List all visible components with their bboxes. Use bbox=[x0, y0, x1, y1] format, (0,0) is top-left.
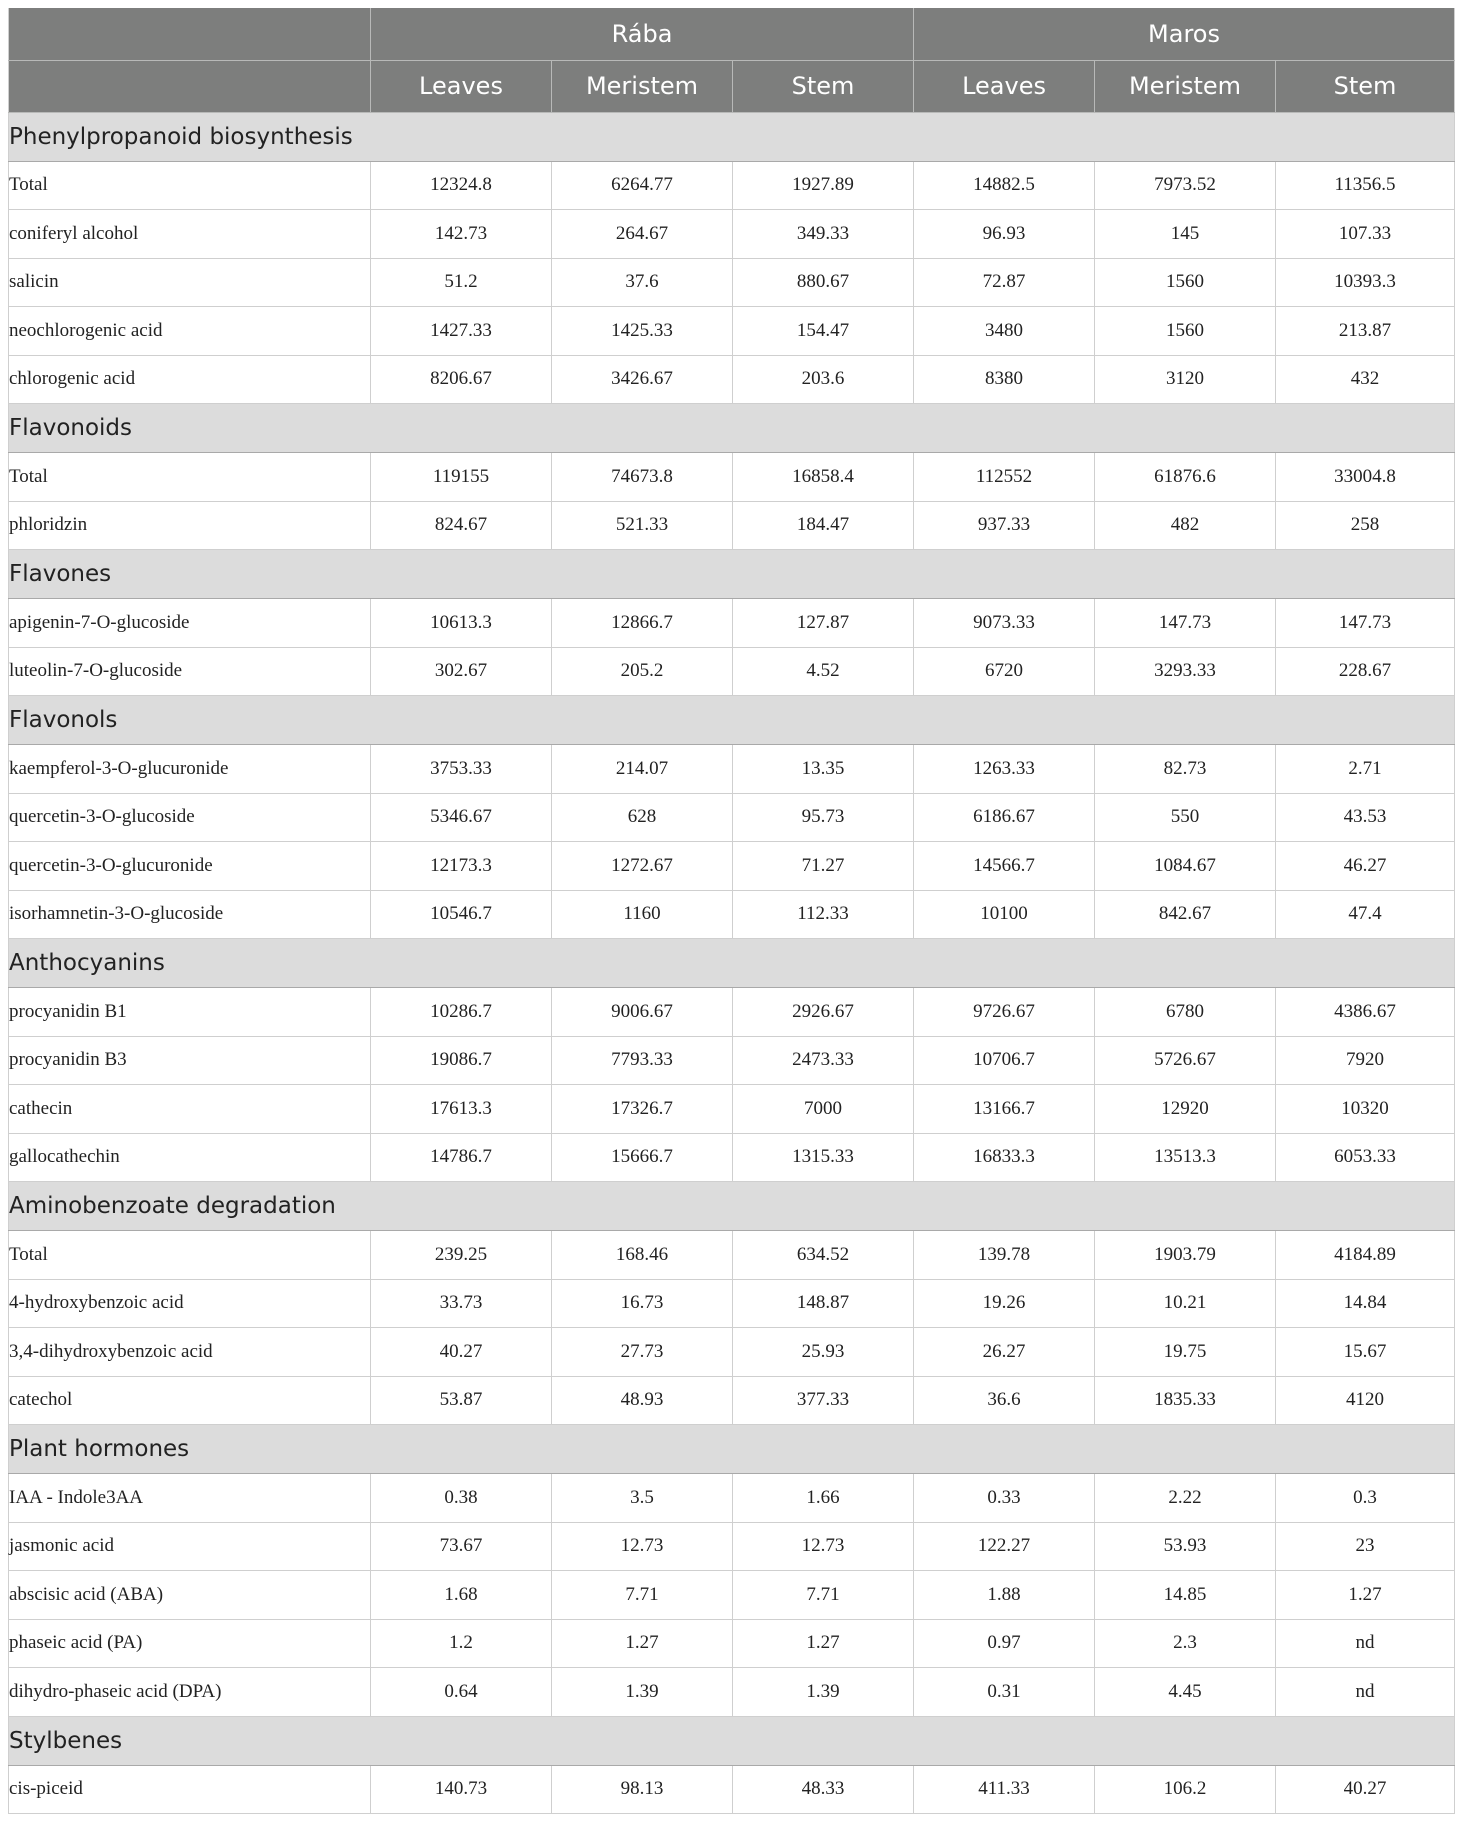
value-cell: 5726.67 bbox=[1095, 1036, 1276, 1085]
value-cell: 16858.4 bbox=[733, 453, 914, 502]
value-cell: 521.33 bbox=[552, 501, 733, 550]
compound-name: cathecin bbox=[9, 1085, 371, 1134]
value-cell: 122.27 bbox=[914, 1522, 1095, 1571]
table-row bbox=[9, 355, 1455, 404]
value-cell: 82.73 bbox=[1095, 745, 1276, 794]
section-title: Aminobenzoate degradation bbox=[9, 1182, 1455, 1231]
section-title: Flavonoids bbox=[9, 404, 1455, 453]
table-row bbox=[9, 1619, 1455, 1668]
section-title: Flavonols bbox=[9, 696, 1455, 745]
section-header-row bbox=[9, 550, 1455, 599]
value-cell: 824.67 bbox=[371, 501, 552, 550]
table-row bbox=[9, 210, 1455, 259]
compound-name: isorhamnetin-3-O-glucoside bbox=[9, 890, 371, 939]
value-cell: 4386.67 bbox=[1276, 988, 1455, 1037]
value-cell: 8380 bbox=[914, 355, 1095, 404]
table-row bbox=[9, 988, 1455, 1037]
value-cell: 16833.3 bbox=[914, 1133, 1095, 1182]
value-cell: 13.35 bbox=[733, 745, 914, 794]
value-cell: 7.71 bbox=[552, 1571, 733, 1620]
value-cell: 10286.7 bbox=[371, 988, 552, 1037]
compound-name: phloridzin bbox=[9, 501, 371, 550]
value-cell: 14.84 bbox=[1276, 1279, 1455, 1328]
value-cell: 10706.7 bbox=[914, 1036, 1095, 1085]
value-cell: 14566.7 bbox=[914, 842, 1095, 891]
header-corner bbox=[9, 60, 371, 112]
value-cell: 106.2 bbox=[1095, 1765, 1276, 1814]
value-cell: 40.27 bbox=[1276, 1765, 1455, 1814]
value-cell: 0.64 bbox=[371, 1668, 552, 1717]
value-cell: 9006.67 bbox=[552, 988, 733, 1037]
value-cell: 239.25 bbox=[371, 1231, 552, 1280]
compound-name: coniferyl alcohol bbox=[9, 210, 371, 259]
value-cell: 213.87 bbox=[1276, 307, 1455, 356]
compound-name: procyanidin B1 bbox=[9, 988, 371, 1037]
value-cell: 168.46 bbox=[552, 1231, 733, 1280]
metabolite-table bbox=[8, 8, 1455, 1814]
value-cell: 4.52 bbox=[733, 647, 914, 696]
value-cell: 258 bbox=[1276, 501, 1455, 550]
table-row bbox=[9, 1036, 1455, 1085]
value-cell: 5346.67 bbox=[371, 793, 552, 842]
value-cell: 74673.8 bbox=[552, 453, 733, 502]
value-cell: 205.2 bbox=[552, 647, 733, 696]
compound-name: luteolin-7-O-glucoside bbox=[9, 647, 371, 696]
value-cell: 107.33 bbox=[1276, 210, 1455, 259]
value-cell: 7973.52 bbox=[1095, 161, 1276, 210]
table-body bbox=[9, 112, 1455, 1814]
value-cell: 432 bbox=[1276, 355, 1455, 404]
compound-name: quercetin-3-O-glucoside bbox=[9, 793, 371, 842]
value-cell: 3293.33 bbox=[1095, 647, 1276, 696]
value-cell: 9726.67 bbox=[914, 988, 1095, 1037]
compound-name: kaempferol-3-O-glucuronide bbox=[9, 745, 371, 794]
value-cell: 3.5 bbox=[552, 1474, 733, 1523]
compound-name: jasmonic acid bbox=[9, 1522, 371, 1571]
value-cell: 0.97 bbox=[914, 1619, 1095, 1668]
compound-name: 4-hydroxybenzoic acid bbox=[9, 1279, 371, 1328]
table-row bbox=[9, 501, 1455, 550]
value-cell: 302.67 bbox=[371, 647, 552, 696]
compound-name: abscisic acid (ABA) bbox=[9, 1571, 371, 1620]
section-header-row bbox=[9, 404, 1455, 453]
value-cell: 6720 bbox=[914, 647, 1095, 696]
value-cell: 25.93 bbox=[733, 1328, 914, 1377]
table-row bbox=[9, 1279, 1455, 1328]
section-title: Flavones bbox=[9, 550, 1455, 599]
value-cell: 2.71 bbox=[1276, 745, 1455, 794]
value-cell: 1315.33 bbox=[733, 1133, 914, 1182]
section-header-row bbox=[9, 1425, 1455, 1474]
value-cell: 4184.89 bbox=[1276, 1231, 1455, 1280]
value-cell: 48.93 bbox=[552, 1376, 733, 1425]
table-row bbox=[9, 647, 1455, 696]
value-cell: 1427.33 bbox=[371, 307, 552, 356]
value-cell: 148.87 bbox=[733, 1279, 914, 1328]
compound-name: apigenin-7-O-glucoside bbox=[9, 599, 371, 648]
table-row bbox=[9, 1085, 1455, 1134]
table-row bbox=[9, 890, 1455, 939]
value-cell: 7793.33 bbox=[552, 1036, 733, 1085]
table-row bbox=[9, 1328, 1455, 1377]
value-cell: 184.47 bbox=[733, 501, 914, 550]
value-cell: 11356.5 bbox=[1276, 161, 1455, 210]
value-cell: 17326.7 bbox=[552, 1085, 733, 1134]
value-cell: 53.93 bbox=[1095, 1522, 1276, 1571]
value-cell: 1.27 bbox=[733, 1619, 914, 1668]
column-header: Leaves bbox=[914, 60, 1095, 112]
value-cell: 47.4 bbox=[1276, 890, 1455, 939]
value-cell: 6780 bbox=[1095, 988, 1276, 1037]
value-cell: 10613.3 bbox=[371, 599, 552, 648]
value-cell: 73.67 bbox=[371, 1522, 552, 1571]
value-cell: 1.68 bbox=[371, 1571, 552, 1620]
section-title: Anthocyanins bbox=[9, 939, 1455, 988]
table-row bbox=[9, 1231, 1455, 1280]
value-cell: 6264.77 bbox=[552, 161, 733, 210]
table-row bbox=[9, 599, 1455, 648]
table-row bbox=[9, 745, 1455, 794]
value-cell: 377.33 bbox=[733, 1376, 914, 1425]
value-cell: 12866.7 bbox=[552, 599, 733, 648]
section-header-row bbox=[9, 1182, 1455, 1231]
value-cell: 140.73 bbox=[371, 1765, 552, 1814]
value-cell: 71.27 bbox=[733, 842, 914, 891]
table-row bbox=[9, 793, 1455, 842]
value-cell: 154.47 bbox=[733, 307, 914, 356]
value-cell: 1.2 bbox=[371, 1619, 552, 1668]
value-cell: 37.6 bbox=[552, 258, 733, 307]
table-row bbox=[9, 1522, 1455, 1571]
value-cell: 7920 bbox=[1276, 1036, 1455, 1085]
value-cell: 1835.33 bbox=[1095, 1376, 1276, 1425]
value-cell: 6186.67 bbox=[914, 793, 1095, 842]
value-cell: 937.33 bbox=[914, 501, 1095, 550]
value-cell: 628 bbox=[552, 793, 733, 842]
value-cell: 1084.67 bbox=[1095, 842, 1276, 891]
value-cell: 7.71 bbox=[733, 1571, 914, 1620]
value-cell: 1160 bbox=[552, 890, 733, 939]
header-group-row bbox=[9, 8, 1455, 60]
value-cell: 139.78 bbox=[914, 1231, 1095, 1280]
table-row bbox=[9, 1474, 1455, 1523]
value-cell: nd bbox=[1276, 1668, 1455, 1717]
value-cell: 1.66 bbox=[733, 1474, 914, 1523]
column-header: Stem bbox=[1276, 60, 1455, 112]
value-cell: 53.87 bbox=[371, 1376, 552, 1425]
value-cell: 14.85 bbox=[1095, 1571, 1276, 1620]
value-cell: 1263.33 bbox=[914, 745, 1095, 794]
value-cell: 19086.7 bbox=[371, 1036, 552, 1085]
section-header-row bbox=[9, 696, 1455, 745]
value-cell: 40.27 bbox=[371, 1328, 552, 1377]
value-cell: 27.73 bbox=[552, 1328, 733, 1377]
value-cell: 1560 bbox=[1095, 258, 1276, 307]
value-cell: nd bbox=[1276, 1619, 1455, 1668]
table-row bbox=[9, 1133, 1455, 1182]
column-header: Leaves bbox=[371, 60, 552, 112]
table-row bbox=[9, 1668, 1455, 1717]
value-cell: 12324.8 bbox=[371, 161, 552, 210]
compound-name: cis-piceid bbox=[9, 1765, 371, 1814]
value-cell: 2473.33 bbox=[733, 1036, 914, 1085]
value-cell: 264.67 bbox=[552, 210, 733, 259]
value-cell: 17613.3 bbox=[371, 1085, 552, 1134]
compound-name: dihydro-phaseic acid (DPA) bbox=[9, 1668, 371, 1717]
value-cell: 61876.6 bbox=[1095, 453, 1276, 502]
value-cell: 13166.7 bbox=[914, 1085, 1095, 1134]
value-cell: 1927.89 bbox=[733, 161, 914, 210]
value-cell: 10320 bbox=[1276, 1085, 1455, 1134]
value-cell: 1560 bbox=[1095, 307, 1276, 356]
value-cell: 7000 bbox=[733, 1085, 914, 1134]
value-cell: 142.73 bbox=[371, 210, 552, 259]
value-cell: 3480 bbox=[914, 307, 1095, 356]
value-cell: 0.38 bbox=[371, 1474, 552, 1523]
section-title: Plant hormones bbox=[9, 1425, 1455, 1474]
value-cell: 1.88 bbox=[914, 1571, 1095, 1620]
value-cell: 10546.7 bbox=[371, 890, 552, 939]
value-cell: 0.3 bbox=[1276, 1474, 1455, 1523]
value-cell: 3426.67 bbox=[552, 355, 733, 404]
value-cell: 214.07 bbox=[552, 745, 733, 794]
value-cell: 112552 bbox=[914, 453, 1095, 502]
value-cell: 147.73 bbox=[1276, 599, 1455, 648]
value-cell: 1.39 bbox=[733, 1668, 914, 1717]
table-row bbox=[9, 258, 1455, 307]
section-header-row bbox=[9, 939, 1455, 988]
value-cell: 13513.3 bbox=[1095, 1133, 1276, 1182]
value-cell: 33.73 bbox=[371, 1279, 552, 1328]
value-cell: 842.67 bbox=[1095, 890, 1276, 939]
value-cell: 23 bbox=[1276, 1522, 1455, 1571]
section-header-row bbox=[9, 112, 1455, 161]
value-cell: 10.21 bbox=[1095, 1279, 1276, 1328]
value-cell: 8206.67 bbox=[371, 355, 552, 404]
value-cell: 14882.5 bbox=[914, 161, 1095, 210]
value-cell: 1272.67 bbox=[552, 842, 733, 891]
header-group-raba: Rába bbox=[371, 8, 914, 60]
value-cell: 26.27 bbox=[914, 1328, 1095, 1377]
table-row bbox=[9, 1376, 1455, 1425]
value-cell: 203.6 bbox=[733, 355, 914, 404]
table-row bbox=[9, 842, 1455, 891]
value-cell: 12920 bbox=[1095, 1085, 1276, 1134]
value-cell: 19.75 bbox=[1095, 1328, 1276, 1377]
section-header-row bbox=[9, 1716, 1455, 1765]
compound-name: catechol bbox=[9, 1376, 371, 1425]
value-cell: 10393.3 bbox=[1276, 258, 1455, 307]
value-cell: 95.73 bbox=[733, 793, 914, 842]
value-cell: 1.27 bbox=[1276, 1571, 1455, 1620]
value-cell: 1.39 bbox=[552, 1668, 733, 1717]
value-cell: 119155 bbox=[371, 453, 552, 502]
value-cell: 147.73 bbox=[1095, 599, 1276, 648]
value-cell: 46.27 bbox=[1276, 842, 1455, 891]
value-cell: 127.87 bbox=[733, 599, 914, 648]
value-cell: 4120 bbox=[1276, 1376, 1455, 1425]
value-cell: 6053.33 bbox=[1276, 1133, 1455, 1182]
value-cell: 0.33 bbox=[914, 1474, 1095, 1523]
value-cell: 228.67 bbox=[1276, 647, 1455, 696]
compound-name: Total bbox=[9, 161, 371, 210]
value-cell: 10100 bbox=[914, 890, 1095, 939]
value-cell: 48.33 bbox=[733, 1765, 914, 1814]
compound-name: salicin bbox=[9, 258, 371, 307]
value-cell: 12.73 bbox=[552, 1522, 733, 1571]
compound-name: gallocathechin bbox=[9, 1133, 371, 1182]
value-cell: 3753.33 bbox=[371, 745, 552, 794]
value-cell: 15.67 bbox=[1276, 1328, 1455, 1377]
compound-name: Total bbox=[9, 1231, 371, 1280]
value-cell: 550 bbox=[1095, 793, 1276, 842]
compound-name: IAA - Indole3AA bbox=[9, 1474, 371, 1523]
value-cell: 72.87 bbox=[914, 258, 1095, 307]
value-cell: 12173.3 bbox=[371, 842, 552, 891]
header-column-row bbox=[9, 60, 1455, 112]
compound-name: procyanidin B3 bbox=[9, 1036, 371, 1085]
value-cell: 482 bbox=[1095, 501, 1276, 550]
value-cell: 880.67 bbox=[733, 258, 914, 307]
value-cell: 14786.7 bbox=[371, 1133, 552, 1182]
value-cell: 3120 bbox=[1095, 355, 1276, 404]
value-cell: 145 bbox=[1095, 210, 1276, 259]
value-cell: 411.33 bbox=[914, 1765, 1095, 1814]
compound-name: quercetin-3-O-glucuronide bbox=[9, 842, 371, 891]
table-row bbox=[9, 453, 1455, 502]
value-cell: 112.33 bbox=[733, 890, 914, 939]
table-row bbox=[9, 307, 1455, 356]
value-cell: 0.31 bbox=[914, 1668, 1095, 1717]
value-cell: 4.45 bbox=[1095, 1668, 1276, 1717]
value-cell: 634.52 bbox=[733, 1231, 914, 1280]
column-header: Meristem bbox=[552, 60, 733, 112]
column-header: Stem bbox=[733, 60, 914, 112]
compound-name: 3,4-dihydroxybenzoic acid bbox=[9, 1328, 371, 1377]
value-cell: 1425.33 bbox=[552, 307, 733, 356]
header-group-maros: Maros bbox=[914, 8, 1455, 60]
compound-name: neochlorogenic acid bbox=[9, 307, 371, 356]
value-cell: 1903.79 bbox=[1095, 1231, 1276, 1280]
value-cell: 98.13 bbox=[552, 1765, 733, 1814]
value-cell: 349.33 bbox=[733, 210, 914, 259]
column-header: Meristem bbox=[1095, 60, 1276, 112]
value-cell: 33004.8 bbox=[1276, 453, 1455, 502]
section-title: Stylbenes bbox=[9, 1716, 1455, 1765]
value-cell: 2.22 bbox=[1095, 1474, 1276, 1523]
value-cell: 19.26 bbox=[914, 1279, 1095, 1328]
table-row bbox=[9, 1765, 1455, 1814]
value-cell: 9073.33 bbox=[914, 599, 1095, 648]
value-cell: 15666.7 bbox=[552, 1133, 733, 1182]
value-cell: 51.2 bbox=[371, 258, 552, 307]
header-corner bbox=[9, 8, 371, 60]
value-cell: 2926.67 bbox=[733, 988, 914, 1037]
table-row bbox=[9, 161, 1455, 210]
section-title: Phenylpropanoid biosynthesis bbox=[9, 112, 1455, 161]
value-cell: 36.6 bbox=[914, 1376, 1095, 1425]
value-cell: 12.73 bbox=[733, 1522, 914, 1571]
value-cell: 16.73 bbox=[552, 1279, 733, 1328]
compound-name: chlorogenic acid bbox=[9, 355, 371, 404]
compound-name: Total bbox=[9, 453, 371, 502]
value-cell: 43.53 bbox=[1276, 793, 1455, 842]
compound-name: phaseic acid (PA) bbox=[9, 1619, 371, 1668]
value-cell: 2.3 bbox=[1095, 1619, 1276, 1668]
table-row bbox=[9, 1571, 1455, 1620]
value-cell: 96.93 bbox=[914, 210, 1095, 259]
value-cell: 1.27 bbox=[552, 1619, 733, 1668]
